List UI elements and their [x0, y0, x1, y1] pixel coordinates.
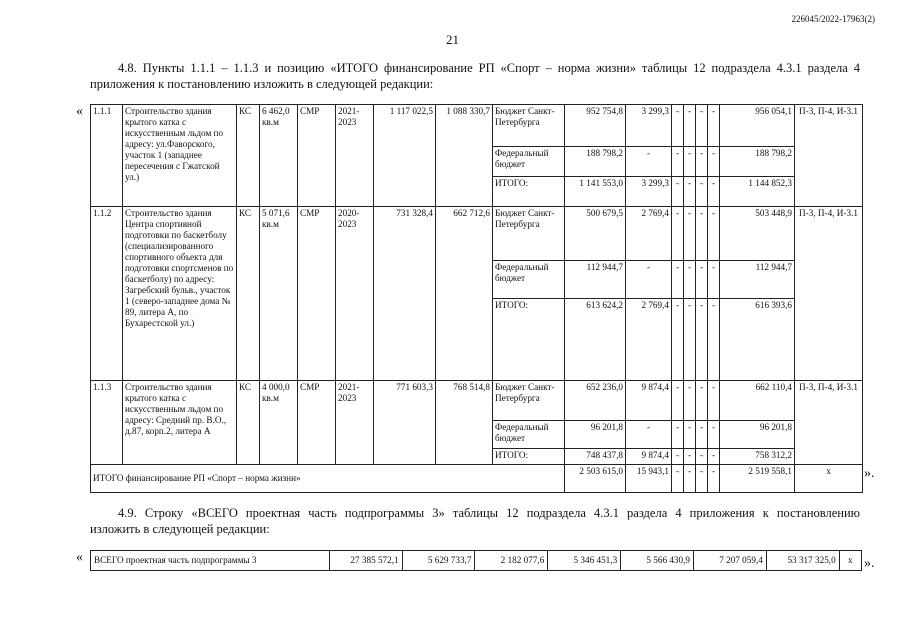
paragraph-4-9 — [90, 505, 860, 537]
source-total: 758 312,2 — [720, 449, 795, 465]
source-total: 503 448,9 — [720, 207, 795, 261]
source-value: - — [708, 177, 720, 207]
source-value: 188 798,2 — [565, 147, 626, 177]
source-value: - — [708, 105, 720, 147]
document-id: 226045/2022-17963(2) — [791, 14, 875, 24]
item-number: 1.1.3 — [91, 381, 123, 465]
source-value: - — [672, 421, 684, 449]
total-all-value: 53 317 325,0 — [766, 551, 839, 571]
source-name: Бюджет Санкт-Петербурга — [493, 105, 565, 147]
paragraph-4-8 — [90, 60, 860, 92]
item-stage: СМР — [298, 381, 336, 465]
paragraph-4-8-line1: 4.8. Пункты 1.1.1 – 1.1.3 и позицию «ИТОГО финансирование РП «Спорт – норма жизни» таблицы 12 подраздела 4.3.1 раздела 4 — [118, 61, 860, 75]
item-capacity: 5 071,6 кв.м — [260, 207, 298, 381]
source-value: - — [708, 421, 720, 449]
source-value: - — [684, 421, 696, 449]
source-value: - — [708, 207, 720, 261]
source-value: - — [672, 105, 684, 147]
source-total: 112 944,7 — [720, 261, 795, 299]
close-quote: ». — [864, 466, 875, 481]
item-remaining: 662 712,6 — [436, 207, 493, 381]
item-stage: СМР — [298, 207, 336, 381]
total-all-table — [90, 550, 862, 571]
total-value: 15 943,1 — [626, 465, 672, 493]
total-row — [91, 465, 863, 493]
source-name: Федеральный бюджет — [493, 147, 565, 177]
source-value: 2 769,4 — [626, 207, 672, 261]
paragraph-4-9-line1: 4.9. Строку «ВСЕГО проектная часть подпрограммы 3» таблицы 12 подраздела 4.3.1 раздела 4 приложения к постановлению — [118, 506, 860, 520]
source-value: - — [684, 207, 696, 261]
total-all-value: 27 385 572,1 — [329, 551, 402, 571]
total-all-value: 7 207 059,4 — [694, 551, 767, 571]
table-row — [91, 207, 863, 261]
total-sum: 2 519 558,1 — [720, 465, 795, 493]
page-number: 21 — [446, 32, 459, 47]
total-value: - — [708, 465, 720, 493]
paragraph-4-9-line2: изложить в следующей редакции: — [90, 522, 270, 536]
source-name: ИТОГО: — [493, 299, 565, 381]
item-years: 2021-2023 — [336, 381, 374, 465]
item-type: КС — [237, 381, 260, 465]
source-value: - — [696, 261, 708, 299]
total-value: - — [684, 465, 696, 493]
source-value: - — [626, 147, 672, 177]
source-total: 956 054,1 — [720, 105, 795, 147]
source-value: 952 754,8 — [565, 105, 626, 147]
table-row — [91, 381, 863, 421]
total-row-label: ИТОГО финансирование РП «Спорт – норма жизни» — [91, 465, 565, 493]
source-name: Бюджет Санкт-Петербурга — [493, 207, 565, 261]
total-value: - — [696, 465, 708, 493]
source-value: - — [684, 105, 696, 147]
item-type: КС — [237, 105, 260, 207]
source-value: - — [684, 147, 696, 177]
source-value: 9 874,4 — [626, 449, 672, 465]
total-all-value: 2 182 077,6 — [475, 551, 548, 571]
source-value: - — [708, 299, 720, 381]
source-value: - — [672, 207, 684, 261]
source-value: - — [708, 261, 720, 299]
source-value: 1 141 553,0 — [565, 177, 626, 207]
source-name: Федеральный бюджет — [493, 421, 565, 449]
source-value: 3 299,3 — [626, 177, 672, 207]
total-value: 2 503 615,0 — [565, 465, 626, 493]
item-number: 1.1.2 — [91, 207, 123, 381]
source-value: - — [696, 421, 708, 449]
source-value: - — [708, 147, 720, 177]
source-value: 748 437,8 — [565, 449, 626, 465]
source-value: - — [672, 261, 684, 299]
source-value: 613 624,2 — [565, 299, 626, 381]
item-cost: 771 603,3 — [374, 381, 436, 465]
table-row — [91, 105, 863, 147]
source-name: ИТОГО: — [493, 449, 565, 465]
item-capacity: 4 000,0 кв.м — [260, 381, 298, 465]
source-value: - — [684, 381, 696, 421]
item-code: П-3, П-4, И-3.1 — [795, 105, 863, 207]
source-value: - — [672, 299, 684, 381]
item-remaining: 1 088 330,7 — [436, 105, 493, 207]
source-value: - — [708, 449, 720, 465]
item-name: Строительство здания Центра спортивной подготовки по баскетболу (специализированного спортивного объекта для подготовки спортсменов по баскетболу) по адресу: Загребский бульв., участок 1 (северо-западнее дома № 89, литера А, по Бухарестской ул.) — [123, 207, 237, 381]
item-capacity: 6 462,0 кв.м — [260, 105, 298, 207]
source-value: - — [626, 421, 672, 449]
source-value: 112 944,7 — [565, 261, 626, 299]
source-value: 500 679,5 — [565, 207, 626, 261]
total-all-value: 5 629 733,7 — [402, 551, 475, 571]
source-name: Бюджет Санкт-Петербурга — [493, 381, 565, 421]
total-all-code: х — [839, 551, 861, 571]
source-name: ИТОГО: — [493, 177, 565, 207]
total-all-value: 5 346 451,3 — [548, 551, 621, 571]
source-value: 2 769,4 — [626, 299, 672, 381]
source-total: 188 798,2 — [720, 147, 795, 177]
total-code: х — [795, 465, 863, 493]
source-value: 9 874,4 — [626, 381, 672, 421]
source-name: Федеральный бюджет — [493, 261, 565, 299]
item-cost: 1 117 022,5 — [374, 105, 436, 207]
paragraph-4-8-line2: приложения к постановлению изложить в следующей редакции: — [90, 77, 434, 91]
total-all-row — [91, 551, 862, 571]
source-total: 616 393,6 — [720, 299, 795, 381]
close-quote-2: ». — [864, 556, 875, 571]
source-total: 96 201,8 — [720, 421, 795, 449]
source-value: - — [696, 381, 708, 421]
source-value: 3 299,3 — [626, 105, 672, 147]
item-code: П-3, П-4, И-3.1 — [795, 207, 863, 381]
source-value: - — [708, 381, 720, 421]
source-value: - — [696, 177, 708, 207]
item-years: 2021-2023 — [336, 105, 374, 207]
total-value: - — [672, 465, 684, 493]
source-value: - — [672, 147, 684, 177]
source-total: 662 110,4 — [720, 381, 795, 421]
source-value: - — [696, 147, 708, 177]
item-code: П-3, П-4, И-3.1 — [795, 381, 863, 465]
item-years: 2020-2023 — [336, 207, 374, 381]
item-name: Строительство здания крытого катка с искусственным льдом по адресу: ул.Фаворского, участок 1 (западнее пересечения с Гжатской ул.) — [123, 105, 237, 207]
open-quote: « — [76, 104, 83, 119]
source-value: - — [696, 449, 708, 465]
source-value: - — [684, 177, 696, 207]
source-value: - — [684, 299, 696, 381]
source-value: 96 201,8 — [565, 421, 626, 449]
item-remaining: 768 514,8 — [436, 381, 493, 465]
source-value: - — [696, 207, 708, 261]
source-value: - — [684, 449, 696, 465]
total-all-label: ВСЕГО проектная часть подпрограммы 3 — [91, 551, 330, 571]
item-name: Строительство здания крытого катка с искусственным льдом по адресу: Средний пр. В.О., д.87, корп.2, литера А — [123, 381, 237, 465]
source-value: - — [672, 449, 684, 465]
source-value: - — [684, 261, 696, 299]
source-value: - — [696, 299, 708, 381]
item-cost: 731 328,4 — [374, 207, 436, 381]
source-value: - — [696, 105, 708, 147]
source-value: 652 236,0 — [565, 381, 626, 421]
total-all-value: 5 566 430,9 — [621, 551, 694, 571]
source-value: - — [626, 261, 672, 299]
source-total: 1 144 852,3 — [720, 177, 795, 207]
item-type: КС — [237, 207, 260, 381]
financing-table — [90, 104, 863, 493]
source-value: - — [672, 177, 684, 207]
item-number: 1.1.1 — [91, 105, 123, 207]
source-value: - — [672, 381, 684, 421]
item-stage: СМР — [298, 105, 336, 207]
open-quote-2: « — [76, 550, 83, 565]
